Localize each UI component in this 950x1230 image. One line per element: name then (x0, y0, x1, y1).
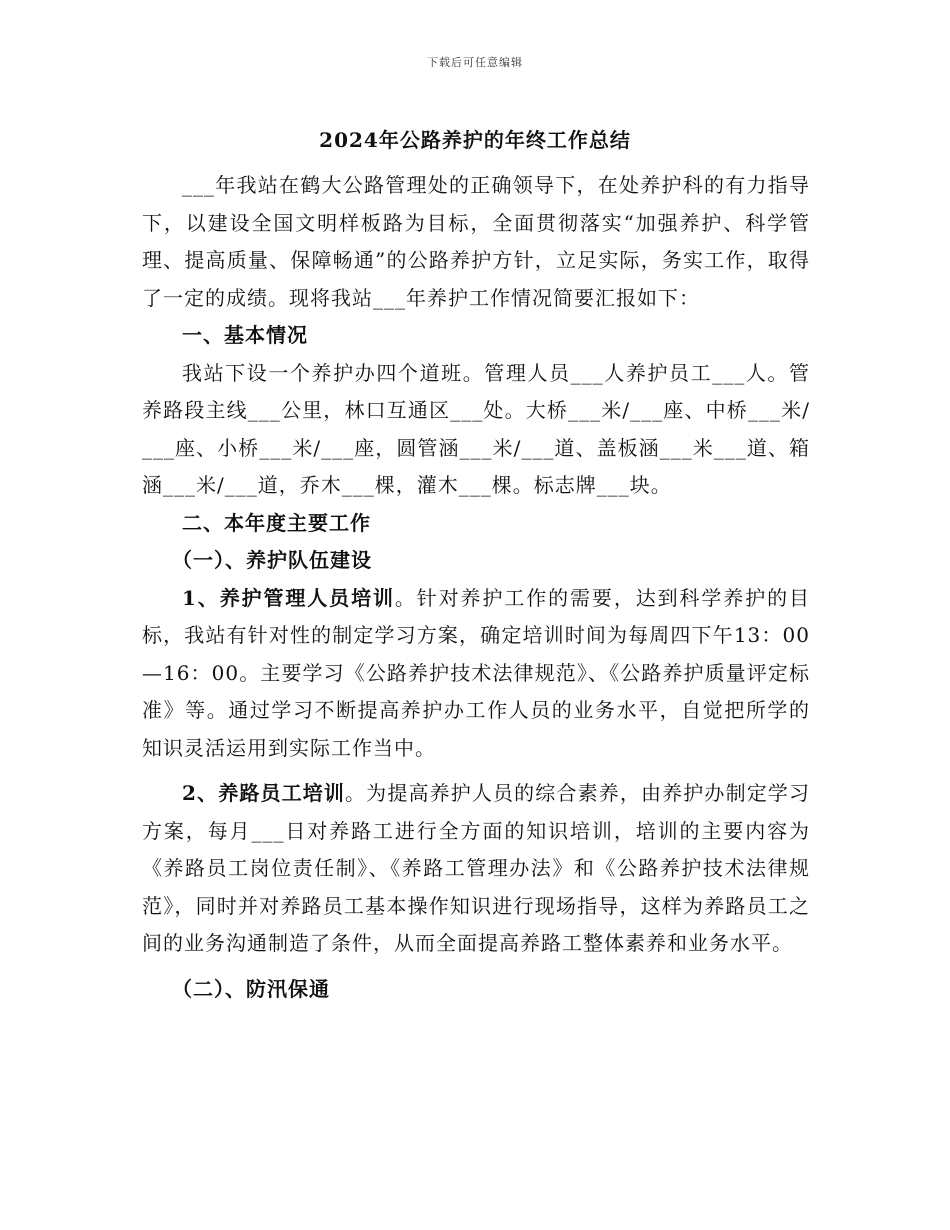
training-workers-paragraph (142, 775, 810, 963)
subsection-heading-flood-control: （二）、防汛保通 (172, 976, 330, 1001)
document-title: 2024年公路养护的年终工作总结 (319, 128, 631, 152)
intro-paragraph: ___年我站在鹤大公路管理处的正确领导下，在处养护科的有力指导下，以建设全国文明样板路为目标，全面贯彻落实“加强养护、科学管理、提高质量、保障畅通”的公路养护方针，立足实际，务实工作，取得了一定的成绩。现将我站___年养护工作情况简要汇报如下： (142, 173, 810, 310)
training-workers-text: 。为提高养护人员的综合素养，由养护办制定学习方案，每月___日对养路工进行全方面的知识培训，培训的主要内容为《养路员工岗位责任制》、《养路工管理办法》和《公路养护技术法律规范》，同时并对养路员工基本操作知识进行现场指导，这样为养路员工之间的业务沟通制造了条件，从而全面提高养路工整体素养和业务水平。 (142, 781, 810, 955)
training-managers-lead: 1、养护管理人员培训 (182, 585, 395, 610)
training-managers-paragraph (142, 580, 810, 768)
paragraph-gap (142, 767, 810, 775)
page-header-note: 下载后可任意编辑 (427, 56, 523, 69)
section-heading-main-work: 二、本年度主要工作 (182, 510, 371, 535)
training-workers-lead: 2、养路员工培训 (182, 781, 346, 805)
subsection-heading-team-building: （一）、养护队伍建设 (172, 548, 372, 572)
document-body (142, 167, 810, 1008)
section-heading-basic-info: 一、基本情况 (182, 323, 308, 347)
training-managers-text: 。针对养护工作的需要，达到科学养护的目标，我站有针对性的制定学习方案，确定培训时间为每周四下午13：00—16：00。主要学习《公路养护技术法律规范》、《公路养护质量评定标准》等。通过学习不断提高养护办工作人员的业务水平，自觉把所学的知识灵活运用到实际工作当中。 (142, 585, 810, 760)
paragraph-gap (142, 963, 810, 971)
basic-info-paragraph: 我站下设一个养护办四个道班。管理人员___人养护员工___人。管养路段主线___公里，林口互通区___处。大桥___米/___座、中桥___米/___座、小桥___米/___座，圆管涵___米/___道、盖板涵___米___道、箱涵___米/___道，乔木___棵，灌木___棵。标志牌___块。 (142, 360, 810, 497)
